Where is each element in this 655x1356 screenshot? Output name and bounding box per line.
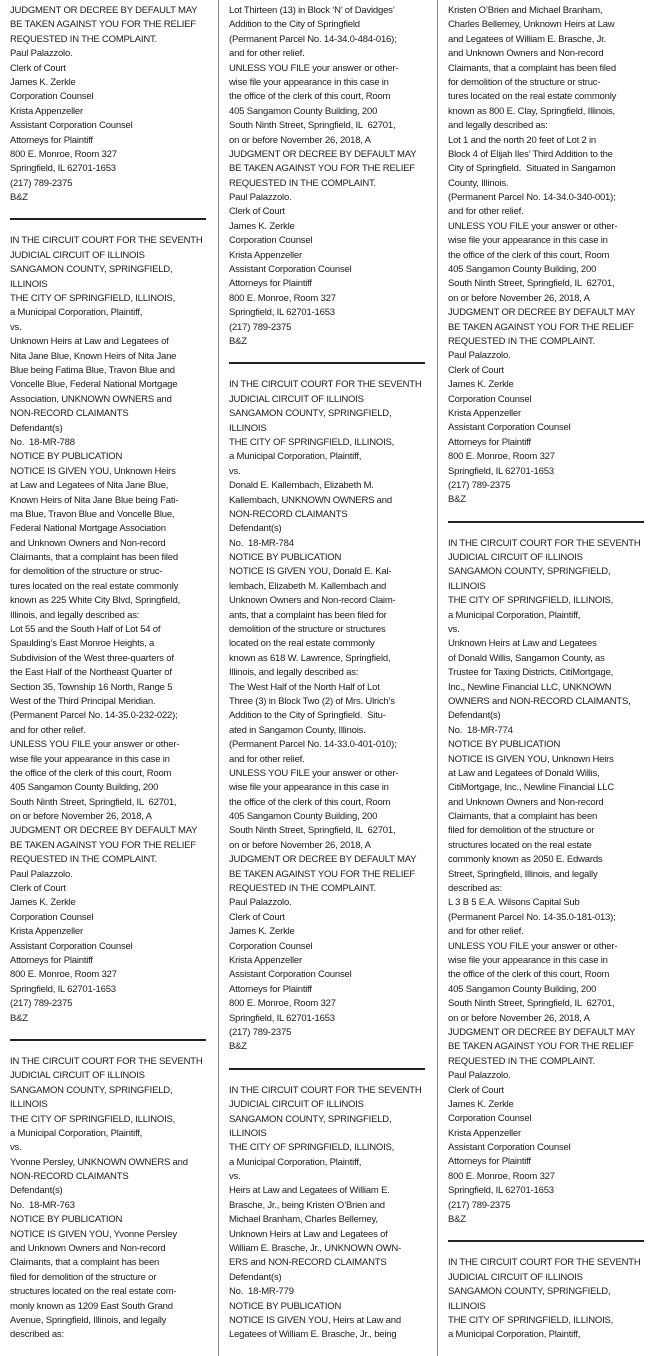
notice-line: (Permanent Parcel No. 14-33.0-401-010); xyxy=(229,739,397,751)
notice-line: Springfield, IL 62701-1653 xyxy=(10,163,116,175)
notice-line: and for other relief. xyxy=(10,724,86,736)
notice-line: Blue being Fatima Blue, Travon Blue and xyxy=(10,364,175,376)
notice-line: Krista Appenzeller xyxy=(448,1127,521,1139)
notice-line: a Municipal Corporation, Plaintiff, xyxy=(10,1127,143,1139)
notice-line: Defendant(s) xyxy=(229,523,282,535)
notice-line: NON-RECORD CLAIMANTS xyxy=(229,508,348,520)
notice-separator xyxy=(10,218,206,220)
notice-line: Attorneys for Plaintiff xyxy=(10,955,93,966)
notice-line: THE CITY OF SPRINGFIELD, ILLINOIS, xyxy=(448,595,614,607)
notice-line: wise file your appearance in this case in xyxy=(229,782,389,794)
notice-line: Paul Palazzolo. xyxy=(448,350,511,362)
notice-line: Krista Appenzeller xyxy=(229,955,302,966)
notice-18-MR-763-continued xyxy=(229,4,429,349)
notice-line: UNLESS YOU FILE your answer or other- xyxy=(229,767,399,779)
notice-separator xyxy=(229,1068,425,1070)
notice-line: Paul Palazzolo. xyxy=(10,48,73,60)
notice-line: SANGAMON COUNTY, SPRINGFIELD, xyxy=(10,264,173,276)
notice-line: B&Z xyxy=(10,1012,28,1024)
notice-line: Unknown Heirs at Law and Legatees xyxy=(448,638,597,650)
notice-line: known as 225 White City Blvd, Springfield, xyxy=(10,595,181,607)
notice-line: Lot 55 and the South Half of Lot 54 of xyxy=(10,624,161,636)
notice-line: filed for demolition of the structure or xyxy=(448,825,595,837)
notice-line: and Unknown Owners and Non-record xyxy=(10,537,166,549)
notice-18-MR-788 xyxy=(10,234,210,1025)
notice-line: JUDICIAL CIRCUIT OF ILLINOIS xyxy=(448,552,583,564)
notice-line: wise file your appearance in this case in xyxy=(229,76,389,88)
notice-line: of Donald Willis, Sangamon County, as xyxy=(448,652,605,664)
notice-line: IN THE CIRCUIT COURT FOR THE SEVENTH xyxy=(229,1084,422,1096)
notice-line: Association, UNKNOWN OWNERS and xyxy=(10,393,172,405)
notice-line: Corporation Counsel xyxy=(10,911,94,923)
notice-line: at Law and Legatees of Nita Jane Blue, xyxy=(10,480,169,492)
notice-line: CitiMortgage, Inc., Newline Financial LLC xyxy=(448,782,615,794)
notice-line: Attorneys for Plaintiff xyxy=(229,278,312,290)
notice-line: JUDGMENT OR DECREE BY DEFAULT MAY xyxy=(229,148,417,160)
notice-line: IN THE CIRCUIT COURT FOR THE SEVENTH xyxy=(448,1257,641,1269)
notice-line: 800 E. Monroe, Room 327 xyxy=(229,998,336,1010)
notice-line: L 3 B 5 E.A. Wilsons Capital Sub xyxy=(448,897,580,909)
notice-line: vs. xyxy=(10,1142,22,1154)
notice-line: JUDICIAL CIRCUIT OF ILLINOIS xyxy=(448,1271,583,1283)
notice-line: 405 Sangamon County Building, 200 xyxy=(229,105,378,117)
notice-line: Defendant(s) xyxy=(10,1185,63,1197)
notice-line: the office of the clerk of this court, Room xyxy=(448,969,610,981)
notice-line: and Unknown Owners and Non-record xyxy=(10,1243,166,1255)
notice-line: structures located on the real estate com- xyxy=(10,1286,177,1298)
notice-line: vs. xyxy=(229,1171,241,1183)
notice-separator xyxy=(229,362,425,364)
notice-line: UNLESS YOU FILE your answer or other- xyxy=(448,220,618,232)
notice-line: B&Z xyxy=(448,494,466,506)
notice-line: IN THE CIRCUIT COURT FOR THE SEVENTH xyxy=(10,1055,203,1067)
notice-line: monly known as 1209 East South Grand xyxy=(10,1300,173,1312)
notice-line: 800 E. Monroe, Room 327 xyxy=(229,292,336,304)
notice-line: Attorneys for Plaintiff xyxy=(10,134,93,146)
notice-line: Claimants, that a complaint has been filed xyxy=(448,62,616,74)
notice-line: Corporation Counsel xyxy=(229,940,313,952)
notice-line: (217) 789-2375 xyxy=(448,479,511,491)
notice-line: structures located on the real estate xyxy=(448,839,592,851)
notice-line: UNLESS YOU FILE your answer or other- xyxy=(448,940,618,952)
notice-line: Trustee for Taxing Districts, CitiMortgage, xyxy=(448,667,614,679)
notice-line: on or before November 26, 2018, A xyxy=(229,839,371,851)
notice-line: tures located on the real estate commonly xyxy=(10,580,179,592)
notice-line: a Municipal Corporation, Plaintiff, xyxy=(229,1156,362,1168)
notice-line: the office of the clerk of this court, Room xyxy=(229,91,391,103)
notice-line: NOTICE BY PUBLICATION xyxy=(229,552,342,564)
notice-line: a Municipal Corporation, Plaintiff, xyxy=(229,451,362,463)
notice-line: Claimants, that a complaint has been xyxy=(10,1257,160,1269)
notice-line: South Ninth Street, Springfield, IL 62701, xyxy=(448,278,615,290)
notice-18-MR-779-continued xyxy=(448,4,648,508)
notice-line: lembach, Elizabeth M. Kallembach and xyxy=(229,580,387,592)
notice-separator xyxy=(448,1240,644,1242)
notice-line: known as 800 E. Clay, Springfield, Illinois, xyxy=(448,105,615,117)
notice-line: and for other relief. xyxy=(448,206,524,218)
notice-line: B&Z xyxy=(229,335,247,347)
notice-separator xyxy=(448,521,644,523)
notice-line: Addition to the City of Springfield. Situ- xyxy=(229,710,386,722)
notice-line: REQUESTED IN THE COMPLAINT. xyxy=(229,883,376,895)
notice-line: Corporation Counsel xyxy=(448,393,532,405)
notice-line: wise file your appearance in this case in xyxy=(10,753,170,765)
notice-line: NOTICE IS GIVEN YOU, Heirs at Law and xyxy=(229,1314,401,1326)
notice-18-MR-774 xyxy=(448,537,648,1228)
notice-line: (217) 789-2375 xyxy=(10,177,73,189)
notice-line: ants, that a complaint has been filed for xyxy=(229,609,387,621)
notice-line: Illinois, and legally described as: xyxy=(10,609,140,621)
notice-line: City of Springfield. Situated in Sangamon xyxy=(448,163,616,175)
notice-line: and Unknown Owners and Non-record xyxy=(448,796,604,808)
notice-line: Section 35, Township 16 North, Range 5 xyxy=(10,681,173,693)
notice-line: Attorneys for Plaintiff xyxy=(229,983,312,995)
notice-line: the East Half of the Northeast Quarter of xyxy=(10,667,172,679)
notice-line: JUDICIAL CIRCUIT OF ILLINOIS xyxy=(10,1070,145,1082)
notice-line: NON-RECORD CLAIMANTS xyxy=(10,408,129,420)
notice-line: Street, Springfield, Illinois, and legally xyxy=(448,868,598,880)
notice-line: Springfield, IL 62701-1653 xyxy=(229,1012,335,1024)
notice-line: (Permanent Parcel No. 14-34.0-484-016); xyxy=(229,33,397,45)
notice-line: No. 18-MR-779 xyxy=(229,1286,294,1298)
notice-line: Kristen O’Brien and Michael Branham, xyxy=(448,5,603,16)
notice-line: South Ninth Street, Springfield, IL 62701, xyxy=(229,120,396,132)
notice-line: Claimants, that a complaint has been filed xyxy=(10,552,178,564)
notices-column-3 xyxy=(437,0,655,1356)
notice-line: ILLINOIS xyxy=(10,1099,48,1111)
notice-line: Claimants, that a complaint has been xyxy=(448,811,598,823)
notice-line: JUDGMENT OR DECREE BY DEFAULT MAY xyxy=(229,854,417,866)
notice-line: James K. Zerkle xyxy=(10,76,76,88)
notice-line: Clerk of Court xyxy=(229,206,285,218)
notice-line: NOTICE IS GIVEN YOU, Yvonne Persley xyxy=(10,1228,177,1240)
notice-line: 405 Sangamon County Building, 200 xyxy=(10,782,159,794)
notice-line: Defendant(s) xyxy=(229,1271,282,1283)
notice-line: ILLINOIS xyxy=(448,580,486,592)
notice-line: REQUESTED IN THE COMPLAINT. xyxy=(448,335,595,347)
notice-line: Subdivision of the West three-quarters of xyxy=(10,652,174,664)
notice-line: Michael Branham, Charles Bellemey, xyxy=(229,1214,378,1226)
notice-line: (217) 789-2375 xyxy=(448,1199,511,1211)
notice-line: tures located on the real estate commonly xyxy=(448,91,617,103)
notice-line: Block 4 of Elijah Iles’ Third Addition to the xyxy=(448,148,613,160)
notice-line: Krista Appenzeller xyxy=(448,407,521,419)
notice-line: THE CITY OF SPRINGFIELD, ILLINOIS, xyxy=(448,1314,614,1326)
notice-line: Clerk of Court xyxy=(448,364,504,376)
notice-line: a Municipal Corporation, Plaintiff, xyxy=(10,307,143,319)
notice-line: BE TAKEN AGAINST YOU FOR THE RELIEF xyxy=(448,1041,634,1053)
notice-line: Federal National Mortgage Association xyxy=(10,523,166,535)
notice-line: at Law and Legatees of Donald Willis, xyxy=(448,767,600,779)
notice-line: IN THE CIRCUIT COURT FOR THE SEVENTH xyxy=(229,379,422,391)
notice-line: The West Half of the North Half of Lot xyxy=(229,681,380,693)
notice-line: Springfield, IL 62701-1653 xyxy=(448,1185,554,1197)
notice-line: Voncelle Blue, Federal National Mortgage xyxy=(10,379,178,391)
notice-line: SANGAMON COUNTY, SPRINGFIELD, xyxy=(229,408,392,420)
notice-line: SANGAMON COUNTY, SPRINGFIELD, xyxy=(10,1084,173,1096)
notice-separator xyxy=(10,1039,206,1041)
notice-line: for demolition of the structure or struc- xyxy=(448,76,601,88)
notice-line: and legally described as: xyxy=(448,120,548,132)
notice-line: Krista Appenzeller xyxy=(10,105,83,117)
notice-line: Clerk of Court xyxy=(448,1084,504,1096)
notice-line: ILLINOIS xyxy=(10,278,48,290)
notice-line: JUDGMENT OR DECREE BY DEFAULT MAY xyxy=(10,825,198,837)
notice-line: Assistant Corporation Counsel xyxy=(10,940,133,952)
notice-line: Legatees of William E. Brasche, Jr., being xyxy=(229,1329,397,1341)
notice-line: 800 E. Monroe, Room 327 xyxy=(10,148,117,160)
notice-line: No. 18-MR-774 xyxy=(448,724,513,736)
notice-line: Assistant Corporation Counsel xyxy=(448,1142,571,1154)
notice-next-head xyxy=(448,1256,648,1342)
notice-line: (217) 789-2375 xyxy=(10,998,73,1010)
notice-line: JUDGMENT OR DECREE BY DEFAULT MAY xyxy=(448,307,636,319)
notice-line: vs. xyxy=(229,465,241,477)
notice-line: described as: xyxy=(448,883,502,895)
notice-line: THE CITY OF SPRINGFIELD, ILLINOIS, xyxy=(229,1142,395,1154)
notice-line: filed for demolition of the structure or xyxy=(10,1271,157,1283)
notice-line: OWNERS and NON-RECORD CLAIMANTS, xyxy=(448,695,631,707)
notice-line: demolition of the structure or structures xyxy=(229,624,386,636)
notice-line: South Ninth Street, Springfield, IL 62701, xyxy=(229,825,396,837)
notice-line: JUDGMENT OR DECREE BY DEFAULT MAY xyxy=(448,1026,636,1038)
notice-line: Paul Palazzolo. xyxy=(229,192,292,204)
notice-line: ILLINOIS xyxy=(448,1300,486,1312)
notice-line: South Ninth Street, Springfield, IL 62701, xyxy=(448,998,615,1010)
notice-line: Springfield, IL 62701-1653 xyxy=(448,465,554,477)
notice-line: JUDGMENT OR DECREE BY DEFAULT MAY xyxy=(10,5,198,16)
notice-line: Defendant(s) xyxy=(448,710,501,722)
notice-line: West of the Third Principal Meridian. xyxy=(10,695,156,707)
notice-line: 405 Sangamon County Building, 200 xyxy=(448,983,597,995)
notice-18-MR-763 xyxy=(10,1055,210,1343)
notice-line: ma Blue, Travon Blue and Voncelle Blue, xyxy=(10,508,175,520)
notice-line: JUDICIAL CIRCUIT OF ILLINOIS xyxy=(229,393,364,405)
notice-line: Donald E. Kallembach, Elizabeth M. xyxy=(229,480,374,492)
notice-line: Defendant(s) xyxy=(10,422,63,434)
notice-line: B&Z xyxy=(229,1041,247,1053)
notice-line: BE TAKEN AGAINST YOU FOR THE RELIEF xyxy=(448,321,634,333)
notice-line: Assistant Corporation Counsel xyxy=(229,264,352,276)
notice-line: B&Z xyxy=(448,1214,466,1226)
notice-line: REQUESTED IN THE COMPLAINT. xyxy=(229,177,376,189)
notice-line: NON-RECORD CLAIMANTS xyxy=(10,1171,129,1183)
notice-line: SANGAMON COUNTY, SPRINGFIELD, xyxy=(448,566,611,578)
notice-line: Assistant Corporation Counsel xyxy=(10,120,133,132)
notice-line: Paul Palazzolo. xyxy=(229,897,292,909)
notice-line: THE CITY OF SPRINGFIELD, ILLINOIS, xyxy=(10,293,176,305)
notice-line: Addition to the City of Springfield xyxy=(229,19,360,31)
notice-line: Heirs at Law and Legatees of William E. xyxy=(229,1185,390,1197)
notice-line: THE CITY OF SPRINGFIELD, ILLINOIS, xyxy=(229,436,395,448)
notice-line: James K. Zerkle xyxy=(229,926,295,938)
notice-line: Three (3) in Block Two (2) of Mrs. Ulrich’s xyxy=(229,695,395,707)
notice-line: Nita Jane Blue, Known Heirs of Nita Jane xyxy=(10,350,177,362)
notice-line: Kallembach, UNKNOWN OWNERS and xyxy=(229,494,392,506)
notice-line: BE TAKEN AGAINST YOU FOR THE RELIEF xyxy=(229,868,415,880)
notice-line: and for other relief. xyxy=(229,48,305,60)
notice-line: ILLINOIS xyxy=(229,1127,267,1139)
notice-18-MR-784 xyxy=(229,378,429,1054)
notice-line: REQUESTED IN THE COMPLAINT. xyxy=(10,854,157,866)
notice-line: the office of the clerk of this court, Room xyxy=(448,249,610,261)
notice-line: (Permanent Parcel No. 14-34.0-340-001); xyxy=(448,192,616,204)
notice-line: Assistant Corporation Counsel xyxy=(229,969,352,981)
notice-line: Lot Thirteen (13) in Block ‘N’ of Davidges’ xyxy=(229,5,395,16)
notice-line: 800 E. Monroe, Room 327 xyxy=(10,969,117,981)
notice-line: SANGAMON COUNTY, SPRINGFIELD, xyxy=(229,1113,392,1125)
notice-line: Known Heirs of Nita Jane Blue being Fati- xyxy=(10,494,179,506)
notice-line: and for other relief. xyxy=(448,926,524,938)
notice-line: BE TAKEN AGAINST YOU FOR THE RELIEF xyxy=(10,839,196,851)
notice-line: Spaulding’s East Monroe Heights, a xyxy=(10,638,155,650)
notice-line: wise file your appearance in this case in xyxy=(448,235,608,247)
notice-line: Inc., Newline Financial LLC, UNKNOWN xyxy=(448,681,612,693)
notice-line: 405 Sangamon County Building, 200 xyxy=(448,264,597,276)
notice-line: JUDICIAL CIRCUIT OF ILLINOIS xyxy=(229,1099,364,1111)
notice-line: Brasche, Jr., being Kristen O’Brien and xyxy=(229,1199,385,1211)
notice-line: No. 18-MR-763 xyxy=(10,1199,75,1211)
notice-line: 800 E. Monroe, Room 327 xyxy=(448,1170,555,1182)
notice-line: Springfield, IL 62701-1653 xyxy=(229,307,335,319)
notice-line: James K. Zerkle xyxy=(10,897,76,909)
notice-line: (217) 789-2375 xyxy=(229,1026,292,1038)
notice-line: (Permanent Parcel No. 14-35.0-181-013); xyxy=(448,911,616,923)
notice-line: Charles Bellemey, Unknown Heirs at Law xyxy=(448,19,615,31)
notice-line: IN THE CIRCUIT COURT FOR THE SEVENTH xyxy=(10,235,203,247)
notice-line: SANGAMON COUNTY, SPRINGFIELD, xyxy=(448,1286,611,1298)
notice-line: Unknown Owners and Non-record Claim- xyxy=(229,595,396,607)
notices-column-2 xyxy=(218,0,437,1356)
notice-line: Illinois, and legally described as: xyxy=(229,667,359,679)
notice-line: James K. Zerkle xyxy=(448,379,514,391)
notice-line: and for other relief. xyxy=(229,753,305,765)
notice-line: Springfield, IL 62701-1653 xyxy=(10,983,116,995)
notice-line: 800 E. Monroe, Room 327 xyxy=(448,451,555,463)
notice-line: Corporation Counsel xyxy=(10,91,94,103)
notice-line: Unknown Heirs at Law and Legatees of xyxy=(229,1228,388,1240)
notice-line: known as 618 W. Lawrence, Springfield, xyxy=(229,652,391,664)
notice-line: James K. Zerkle xyxy=(229,220,295,232)
notice-line: Paul Palazzolo. xyxy=(448,1070,511,1082)
notice-line: NOTICE BY PUBLICATION xyxy=(10,1214,123,1226)
notice-line: vs. xyxy=(10,321,22,333)
notice-line: Krista Appenzeller xyxy=(229,249,302,261)
notice-line: County, Illinois. xyxy=(448,177,509,189)
notice-line: NOTICE IS GIVEN YOU, Unknown Heirs xyxy=(10,465,176,477)
notice-line: Yvonne Persley, UNKNOWN OWNERS and xyxy=(10,1156,188,1168)
notice-line: Corporation Counsel xyxy=(229,235,313,247)
notice-line: BE TAKEN AGAINST YOU FOR THE RELIEF xyxy=(10,19,196,31)
notice-line: NOTICE IS GIVEN YOU, Donald E. Kal- xyxy=(229,566,392,578)
notice-line: NOTICE IS GIVEN YOU, Unknown Heirs xyxy=(448,753,614,765)
notice-line: BE TAKEN AGAINST YOU FOR THE RELIEF xyxy=(229,163,415,175)
notice-line: No. 18-MR-788 xyxy=(10,436,75,448)
notice-line: on or before November 26, 2018, A xyxy=(448,292,590,304)
notice-line: Krista Appenzeller xyxy=(10,926,83,938)
notice-line: IN THE CIRCUIT COURT FOR THE SEVENTH xyxy=(448,537,641,549)
notice-line: REQUESTED IN THE COMPLAINT. xyxy=(10,33,157,45)
notice-line: NOTICE BY PUBLICATION xyxy=(229,1300,342,1312)
notice-18-MR-779 xyxy=(229,1084,429,1343)
notice-line: on or before November 26, 2018, A xyxy=(229,134,371,146)
notice-line: James K. Zerkle xyxy=(448,1098,514,1110)
notice-line: Paul Palazzolo. xyxy=(10,868,73,880)
notice-line: on or before November 26, 2018, A xyxy=(448,1012,590,1024)
notice-line: ILLINOIS xyxy=(229,422,267,434)
notice-continuation-tail xyxy=(10,4,210,205)
notice-line: ated in Sangamon County, Illinois. xyxy=(229,724,366,736)
notice-line: William E. Brasche, Jr., UNKNOWN OWN- xyxy=(229,1243,402,1255)
notice-line: No. 18-MR-784 xyxy=(229,537,294,549)
notice-line: ERS and NON-RECORD CLAIMANTS xyxy=(229,1257,387,1269)
notice-line: described as: xyxy=(10,1329,64,1341)
notice-line: NOTICE BY PUBLICATION xyxy=(10,451,123,463)
notice-line: South Ninth Street, Springfield, IL 62701, xyxy=(10,796,177,808)
notice-line: Assistant Corporation Counsel xyxy=(448,422,571,434)
notice-line: JUDICIAL CIRCUIT OF ILLINOIS xyxy=(10,249,145,261)
notice-line: THE CITY OF SPRINGFIELD, ILLINOIS, xyxy=(10,1113,176,1125)
notice-line: on or before November 26, 2018, A xyxy=(10,811,152,823)
notice-line: NOTICE BY PUBLICATION xyxy=(448,739,561,751)
notice-line: 405 Sangamon County Building, 200 xyxy=(229,811,378,823)
notice-line: (217) 789-2375 xyxy=(229,321,292,333)
notice-line: and Unknown Owners and Non-record xyxy=(448,48,604,60)
notice-line: vs. xyxy=(448,624,460,636)
notice-line: (Permanent Parcel No. 14-35.0-232-022); xyxy=(10,710,178,722)
notice-line: the office of the clerk of this court, Room xyxy=(229,796,391,808)
notice-line: located on the real estate commonly xyxy=(229,638,375,650)
notice-line: Lot 1 and the north 20 feet of Lot 2 in xyxy=(448,134,597,146)
notice-line: UNLESS YOU FILE your answer or other- xyxy=(10,739,180,751)
notice-line: Clerk of Court xyxy=(10,62,66,74)
notice-line: Clerk of Court xyxy=(229,911,285,923)
notice-line: UNLESS YOU FILE your answer or other- xyxy=(229,62,399,74)
notice-line: Attorneys for Plaintiff xyxy=(448,436,531,448)
notice-line: and Legatees of William E. Brasche, Jr. xyxy=(448,33,607,45)
notice-line: Clerk of Court xyxy=(10,883,66,895)
notice-line: wise file your appearance in this case in xyxy=(448,955,608,966)
notice-line: Attorneys for Plaintiff xyxy=(448,1156,531,1168)
notice-line: Corporation Counsel xyxy=(448,1113,532,1125)
notice-line: a Municipal Corporation, Plaintiff, xyxy=(448,1329,581,1341)
notice-line: for demolition of the structure or struc- xyxy=(10,566,163,578)
notice-line: Unknown Heirs at Law and Legatees of xyxy=(10,336,169,348)
notice-line: Avenue, Springfield, Illinois, and legally xyxy=(10,1314,167,1326)
notices-column-1 xyxy=(0,0,218,1356)
notice-line: B&Z xyxy=(10,192,28,204)
notice-line: the office of the clerk of this court, Room xyxy=(10,767,172,779)
notice-line: commonly known as 2050 E. Edwards xyxy=(448,854,603,866)
notice-line: a Municipal Corporation, Plaintiff, xyxy=(448,609,581,621)
notice-line: REQUESTED IN THE COMPLAINT. xyxy=(448,1055,595,1067)
